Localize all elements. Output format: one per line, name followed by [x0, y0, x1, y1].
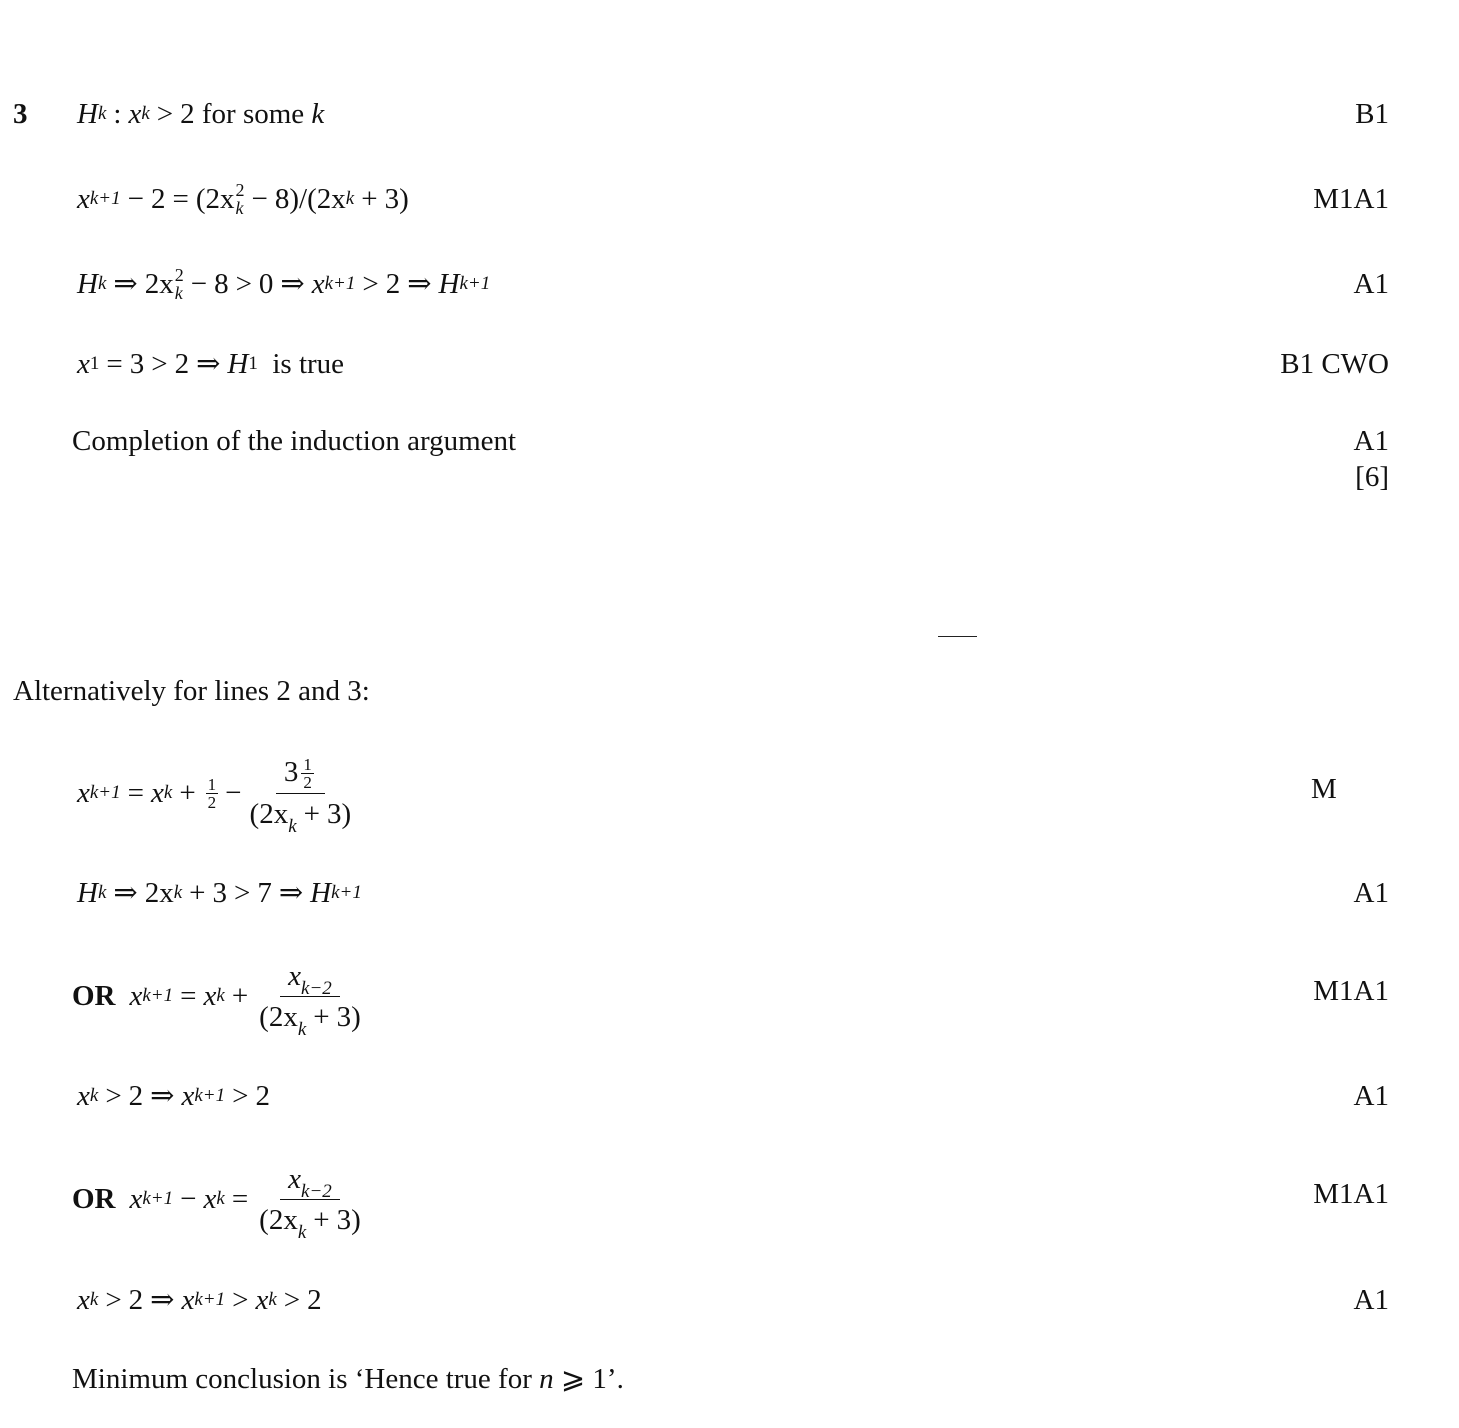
- fraction: $\frac{x_{k-2}}{(2x_k + 3)}$: [259, 959, 361, 1040]
- equation: H k ⇒ 2x k + 3 > 7 ⇒ H k+1: [77, 877, 362, 909]
- equation: OR x k+1 = x k + $\frac{x_{k-2}}{(2x_k + 3)}$: [72, 959, 361, 1040]
- fraction: $\frac{x_{k-2}}{(2x_k + 3)}$: [259, 1162, 361, 1243]
- mark-label: B1: [1355, 98, 1389, 130]
- mark-label: A1: [1353, 1284, 1389, 1316]
- conclusion-text: Minimum conclusion is ‘Hence true for n ⩾ 1’.: [72, 1363, 624, 1395]
- mark-label: A1: [1353, 268, 1389, 300]
- alternative-row-3: [0, 955, 1459, 1040]
- or-label: OR: [72, 980, 116, 1012]
- equation: OR x k+1 − x k = $\frac{x_{k-2}}{(2x_k + 3)}$: [72, 1162, 361, 1243]
- mark-label: M1A1: [1313, 183, 1389, 215]
- completion-text: Completion of the induction argument: [72, 425, 517, 457]
- equation: x k > 2 ⇒ x k+1 > x k > 2: [77, 1284, 322, 1316]
- equation: H k ⇒ 2x 2 k − 8 > 0 ⇒ x k+1 > 2 ⇒ H k+1: [77, 265, 491, 303]
- equation: x 1 = 3 > 2 ⇒ H 1 is true: [77, 348, 345, 380]
- alternative-row-1: [0, 748, 1459, 838]
- mark-label: M: [1311, 773, 1337, 805]
- mark-label: A1: [1353, 425, 1389, 457]
- hypothesis-statement: H k : x k > 2 for some k: [77, 98, 325, 130]
- equation: x k > 2 ⇒ x k+1 > 2: [77, 1080, 270, 1112]
- equation: x k+1 = x k + $\frac{1}{2}$ − 3 $\frac{1}{2}$ $(2x_k + 3)$: [77, 755, 352, 838]
- total-marks: [6]: [1355, 461, 1389, 493]
- question-number: 3: [13, 98, 28, 130]
- mark-label: M1A1: [1313, 1178, 1389, 1210]
- alternative-heading: Alternatively for lines 2 and 3:: [13, 675, 370, 707]
- mark-label: B1 CWO: [1280, 348, 1389, 380]
- or-label: OR: [72, 1183, 116, 1215]
- mark-label: M1A1: [1313, 975, 1389, 1007]
- alternative-row-5: [0, 1158, 1459, 1243]
- equation: x k+1 − 2 = (2x 2 k − 8 )/(2x k + 3): [77, 180, 409, 218]
- divider: [938, 636, 977, 637]
- half-fraction: $\frac{1}{2}$: [207, 774, 217, 812]
- fraction: 3 $\frac{1}{2}$ $(2x_k + 3)$: [249, 755, 352, 838]
- mark-label: A1: [1353, 877, 1389, 909]
- mark-label: A1: [1353, 1080, 1389, 1112]
